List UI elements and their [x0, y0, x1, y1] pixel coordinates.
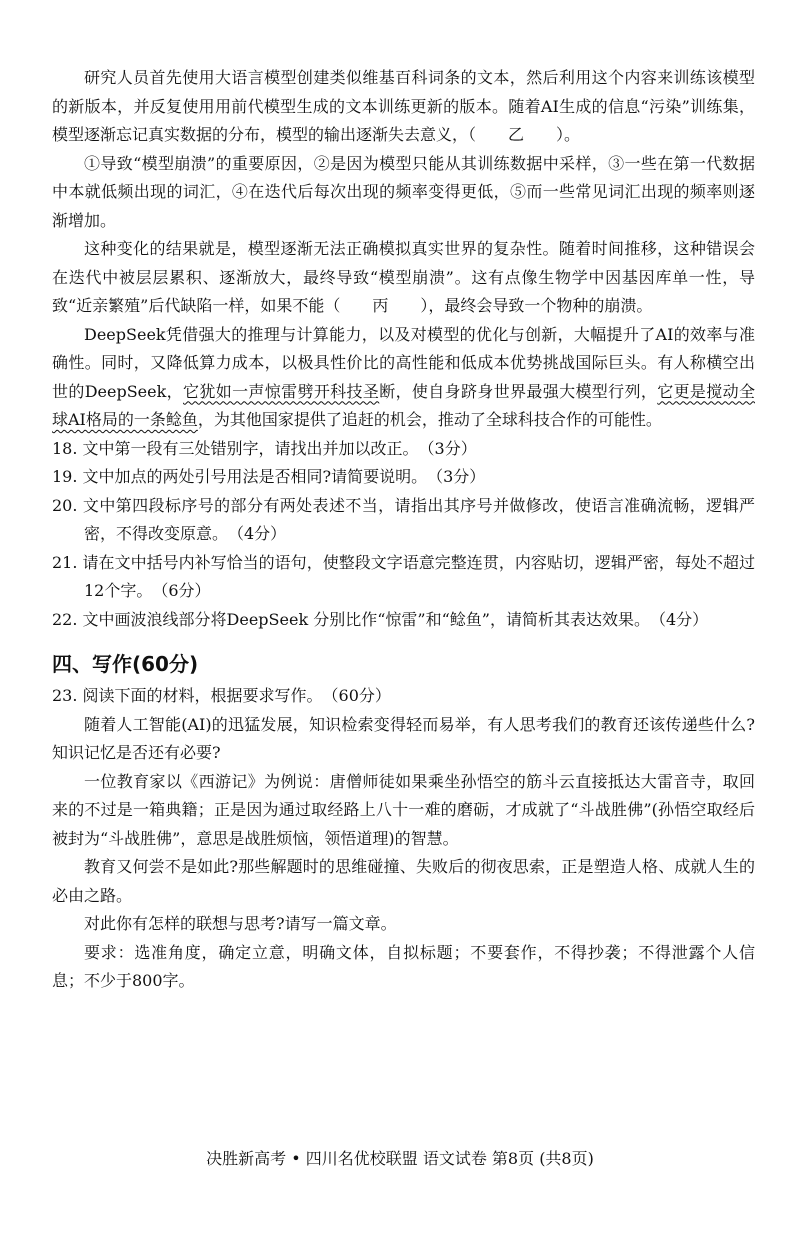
passage-paragraph-3: 这种变化的结果就是，模型逐渐无法正确模拟真实世界的复杂性。随着时间推移，这种错误会在迭代中被层层累积、逐渐放大，最终导致“模型崩溃”。这有点像生物学中因基因库单一性，导致“近亲繁殖”后代缺陷一样，如果不能（ 丙 ），最终会导致一个物种的崩溃。: [52, 239, 755, 315]
writing-section-title: 四、写作(60分): [52, 652, 199, 676]
question-20: 20. 文中第四段标序号的部分有两处表述不当，请指出其序号并做修改，使语言准确流畅，逻辑严密，不得改变原意。 （4分）: [52, 495, 755, 543]
paragraph-4-start: DeepSeek凭借强大的推理与计算能力，以及对模型的优化与创新，大幅提升了AI的效率与准确性。同时，又降低算力成本，以极具性价比的高性能和低成本优势挑战国际巨头。有人称横空出世的DeepSeek，: [52, 324, 755, 401]
paragraph-4-middle: 断，使自身跻身世界最强大模型行列，: [379, 381, 658, 401]
passage-paragraph-2: ①导致“模型崩溃”的重要原因，②是因为模型只能从其训练数据中采样，③一些在第一代数据中本就低频出现的词汇，④在迭代后每次出现的频率变得更低，⑤而一些常见词汇出现的频率则逐渐增加。: [52, 153, 755, 230]
writing-requirements: 要求：选准角度，确定立意，明确文体，自拟标题；不要套作，不得抄袭；不得泄露个人信息；不少于800字。: [52, 942, 755, 990]
passage-paragraph-4: [52, 321, 755, 435]
question-22: 22. 文中画波浪线部分将DeepSeek 分别比作“惊雷”和“鲶鱼”，请简析其表达效果。 （4分）: [52, 609, 709, 629]
question-21: 21. 请在文中括号内补写恰当的语句，使整段文字语意完整连贯，内容贴切，逻辑严密，每处不超过12个字。 （6分）: [52, 552, 755, 600]
wavy-underline-thunder: 它犹如一声惊雷劈开科技圣: [183, 381, 380, 401]
question-23: 23. 阅读下面的材料，根据要求写作。 （60分）: [52, 686, 391, 705]
exam-page: [52, 64, 755, 996]
writing-prompt: 对此你有怎样的联想与思考?请写一篇文章。: [84, 914, 397, 933]
writing-material-3: 教育又何尝不是如此?那些解题时的思维碰撞、失败后的彻夜思索，正是塑造人格、成就人生的必由之路。: [52, 857, 755, 905]
question-18: 18. 文中第一段有三处错别字，请找出并加以改正。 （3分）: [52, 438, 477, 458]
paragraph-4-end: ，为其他国家提供了追赶的机会，推动了全球科技合作的可能性。: [197, 410, 662, 429]
question-19: 19. 文中加点的两处引号用法是否相同?请简要说明。 （3分）: [52, 467, 486, 486]
writing-material-2: 一位教育家以《西游记》为例说：唐僧师徒如果乘坐孙悟空的筋斗云直接抵达大雷音寺，取回来的不过是一箱典籍；正是因为通过取经路上八十一难的磨砺，才成就了“斗战胜佛”(孙悟空取经后被封为“斗战胜佛”，意思是战胜烦恼，领悟道理)的智慧。: [52, 771, 755, 848]
passage-paragraph-1: 研究人员首先使用大语言模型创建类似维基百科词条的文本，然后利用这个内容来训练该模型的新版本，并反复使用用前代模型生成的文本训练更新的版本。随着AI生成的信息“污染”训练集，模型逐渐忘记真实数据的分布，模型的输出逐渐失去意义，（ 乙 ）。: [52, 68, 755, 144]
writing-material-1: 随着人工智能(AI)的迅猛发展，知识检索变得轻而易举，有人思考我们的教育还该传递些什么?知识记忆是否还有必要?: [52, 714, 755, 762]
wavy-underline-catfish: 它更是搅动全球AI格局的一条鲶鱼: [52, 381, 755, 429]
page-footer: 决胜新高考 • 四川名优校联盟 语文试卷 第8页 (共8页): [206, 1149, 594, 1168]
